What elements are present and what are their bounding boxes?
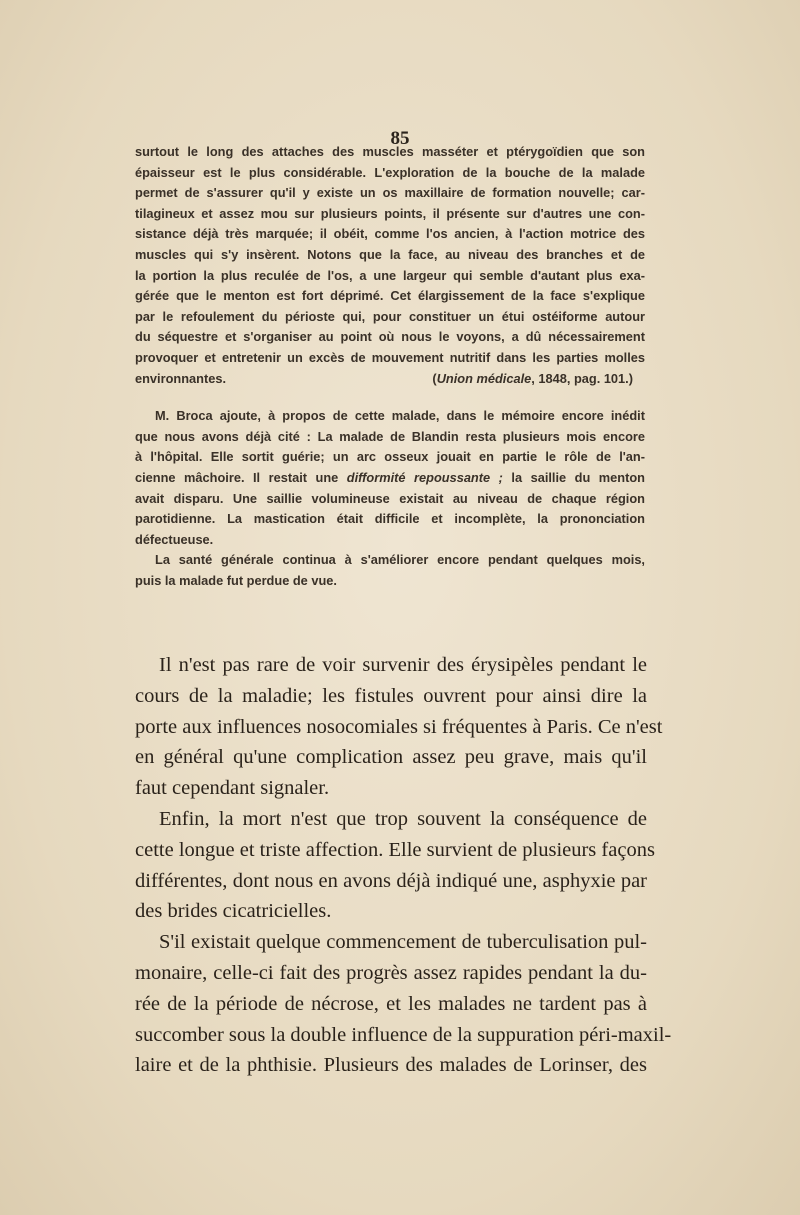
text-line: différentes, dont nous en avons déjà indiqué une, asphyxie par <box>135 869 647 892</box>
citation-open: ( <box>432 370 437 386</box>
text-line: Enfin, la mort n'est que trop souvent la conséquence de <box>159 807 647 830</box>
emphasis-text: difformité repoussante ; <box>346 469 503 485</box>
text-line: du séquestre et s'organiser au point où nous le voyons, a dû nécessairement <box>135 329 645 345</box>
body-paragraph-3 <box>135 927 672 1081</box>
quote-paragraph-1 <box>135 142 645 389</box>
text-line: gérée que le menton est fort déprimé. Cet élargissement de la face s'explique <box>135 288 645 304</box>
text-line: rée de la période de nécrose, et les malades ne tardent pas à <box>135 992 647 1015</box>
text-line: en général qu'une complication assez peu grave, mais qu'il <box>135 746 647 769</box>
text-line: sistance déjà très marquée; il obéit, comme l'os ancien, à l'action motrice des <box>135 226 645 242</box>
text-line: par le refoulement du périoste qui, pour constituer un étui ostéiforme autour <box>135 308 645 324</box>
text-line: avait disparu. Une saillie volumineuse existait au niveau de chaque région <box>135 490 645 506</box>
text-line: surtout le long des attaches des muscles masséter et ptérygoïdien que son <box>135 144 645 159</box>
main-body-text <box>135 650 672 1081</box>
reference-line <box>135 369 645 390</box>
quote-paragraph-3 <box>135 550 645 591</box>
text-line: puis la malade fut perdue de vue. <box>135 572 337 588</box>
citation-reference <box>432 369 645 390</box>
text-line: porte aux influences nosocomiales si fréquentes à Paris. Ce n'est <box>135 715 663 738</box>
text-fragment: cienne mâchoire. Il restait une <box>135 469 347 485</box>
citation-journal: Union médicale <box>436 370 532 386</box>
text-line: que nous avons déjà cité : La malade de Blandin resta plusieurs mois encore <box>135 428 645 444</box>
text-line: cette longue et triste affection. Elle survient de plusieurs façons <box>135 838 655 861</box>
body-paragraph-2 <box>135 804 655 927</box>
text-line: provoquer et entretenir un excès de mouvement nutritif dans les parties molles <box>135 349 645 365</box>
text-line: la portion la plus reculée de l'os, a une largeur qui semble d'autant plus exa- <box>135 267 645 283</box>
text-line <box>135 468 645 489</box>
text-line: à l'hôpital. Elle sortit guérie; un arc osseux jouait en partie le rôle de l'an- <box>135 449 645 465</box>
text-line: monaire, celle-ci fait des progrès assez rapides pendant la du- <box>135 961 647 984</box>
text-line: succomber sous la double influence de la suppuration péri-maxil- <box>135 1023 672 1046</box>
page-number: 85 <box>390 128 410 149</box>
text-fragment: la saillie du menton <box>502 469 645 485</box>
text-line: Il n'est pas rare de voir survenir des érysipèles pendant le <box>159 654 647 676</box>
text-line: muscles qui s'y insèrent. Notons que la face, au niveau des branches et de <box>135 246 645 262</box>
quote-paragraph-2 <box>135 406 645 550</box>
text-line: défectueuse. <box>135 531 214 547</box>
text-line: tilagineux et assez mou sur plusieurs points, il présente sur d'autres une con- <box>135 205 645 221</box>
text-line: cours de la maladie; les fistules ouvrent pour ainsi dire la <box>135 684 647 707</box>
text-line: S'il existait quelque commencement de tuberculisation pul- <box>159 931 647 954</box>
text-line: des brides cicatricielles. <box>135 900 332 923</box>
text-line: faut cependant signaler. <box>135 777 330 800</box>
quoted-case-report <box>135 142 645 591</box>
text-line: permet de s'assurer qu'il y existe un os maxillaire de formation nouvelle; car- <box>135 185 645 201</box>
text-line: M. Broca ajoute, à propos de cette malade, dans le mémoire encore inédit <box>155 408 645 424</box>
text-line: environnantes. <box>135 370 227 386</box>
text-line: parotidienne. La mastication était difficile et incomplète, la prononciation <box>135 511 645 527</box>
citation-details: , 1848, pag. 101.) <box>531 370 633 386</box>
text-line: La santé générale continua à s'améliorer encore pendant quelques mois, <box>155 552 645 568</box>
text-line: laire et de la phthisie. Plusieurs des malades de Lorinser, des <box>135 1054 647 1077</box>
text-line: épaisseur est le plus considérable. L'exploration de la bouche de la malade <box>135 164 645 180</box>
body-paragraph-1 <box>135 650 663 804</box>
